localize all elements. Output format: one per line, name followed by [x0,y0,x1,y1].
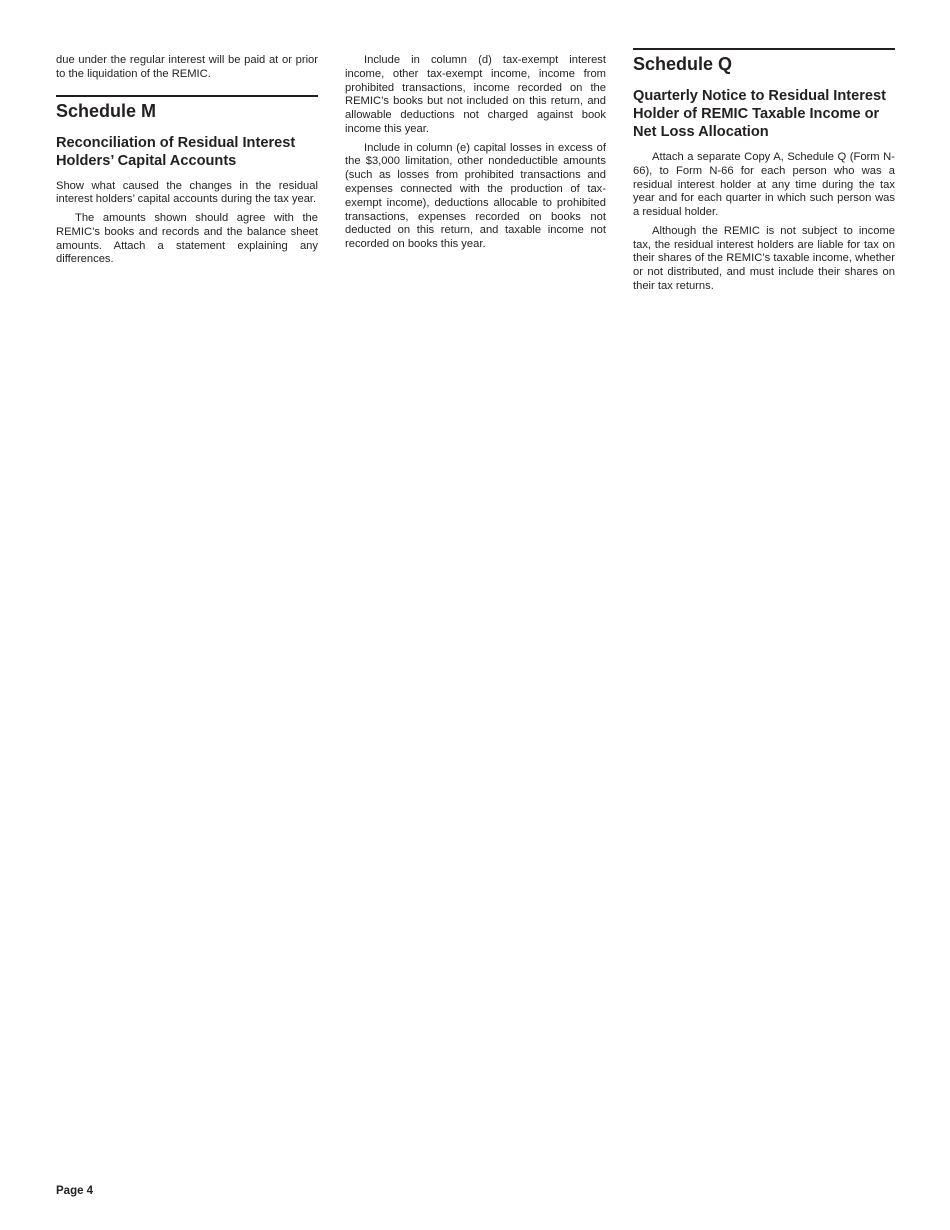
column-left [56,54,318,272]
column-e-paragraph: Include in column (e) capital losses in excess of the $3,000 limitation, other nondeductible amounts (such as losses from prohibited transactions and expenses connected with the production of tax-exempt income), deductions allocable to prohibited transactions, expenses recorded on books not deducted on this return, and taxable income not recorded on books this year. [345,141,606,251]
column-right [633,48,895,299]
schedule-m-subtitle: Reconciliation of Residual Interest Holders’ Capital Accounts [56,134,296,169]
schedule-m-paragraph-2: The amounts shown should agree with the REMIC’s books and records and the balance sheet amounts. Attach a statement explaining any differences. [56,211,318,266]
schedule-q-title: Schedule Q [633,48,895,75]
continued-paragraph: due under the regular interest will be paid at or prior to the liquidation of the REMIC. [56,54,318,80]
schedule-q-paragraph-2: Although the REMIC is not subject to income tax, the residual interest holders are liable for tax on their shares of the REMIC’s taxable income, whether or not distributed, and must include their shares on their tax returns. [633,224,895,292]
column-d-paragraph: Include in column (d) tax-exempt interest income, other tax-exempt income, income from prohibited transactions, income recorded on the REMIC’s books but not included on this return, and allowable deductions not charged against book income this year. [345,54,606,135]
schedule-m-title: Schedule M [56,95,318,122]
schedule-m-paragraph-1: Show what caused the changes in the residual interest holders’ capital accounts during the tax year. [56,179,318,206]
schedule-q-paragraph-1: Attach a separate Copy A, Schedule Q (Form N-66), to Form N-66 for each person who was a residual interest holder at any time during the tax year and for each quarter in which such person was a residual holder. [633,151,895,219]
page-number: Page 4 [56,1185,94,1197]
column-middle [345,54,606,257]
schedule-q-subtitle: Quarterly Notice to Residual Interest Holder of REMIC Taxable Income or Net Loss Allocation [633,88,887,140]
